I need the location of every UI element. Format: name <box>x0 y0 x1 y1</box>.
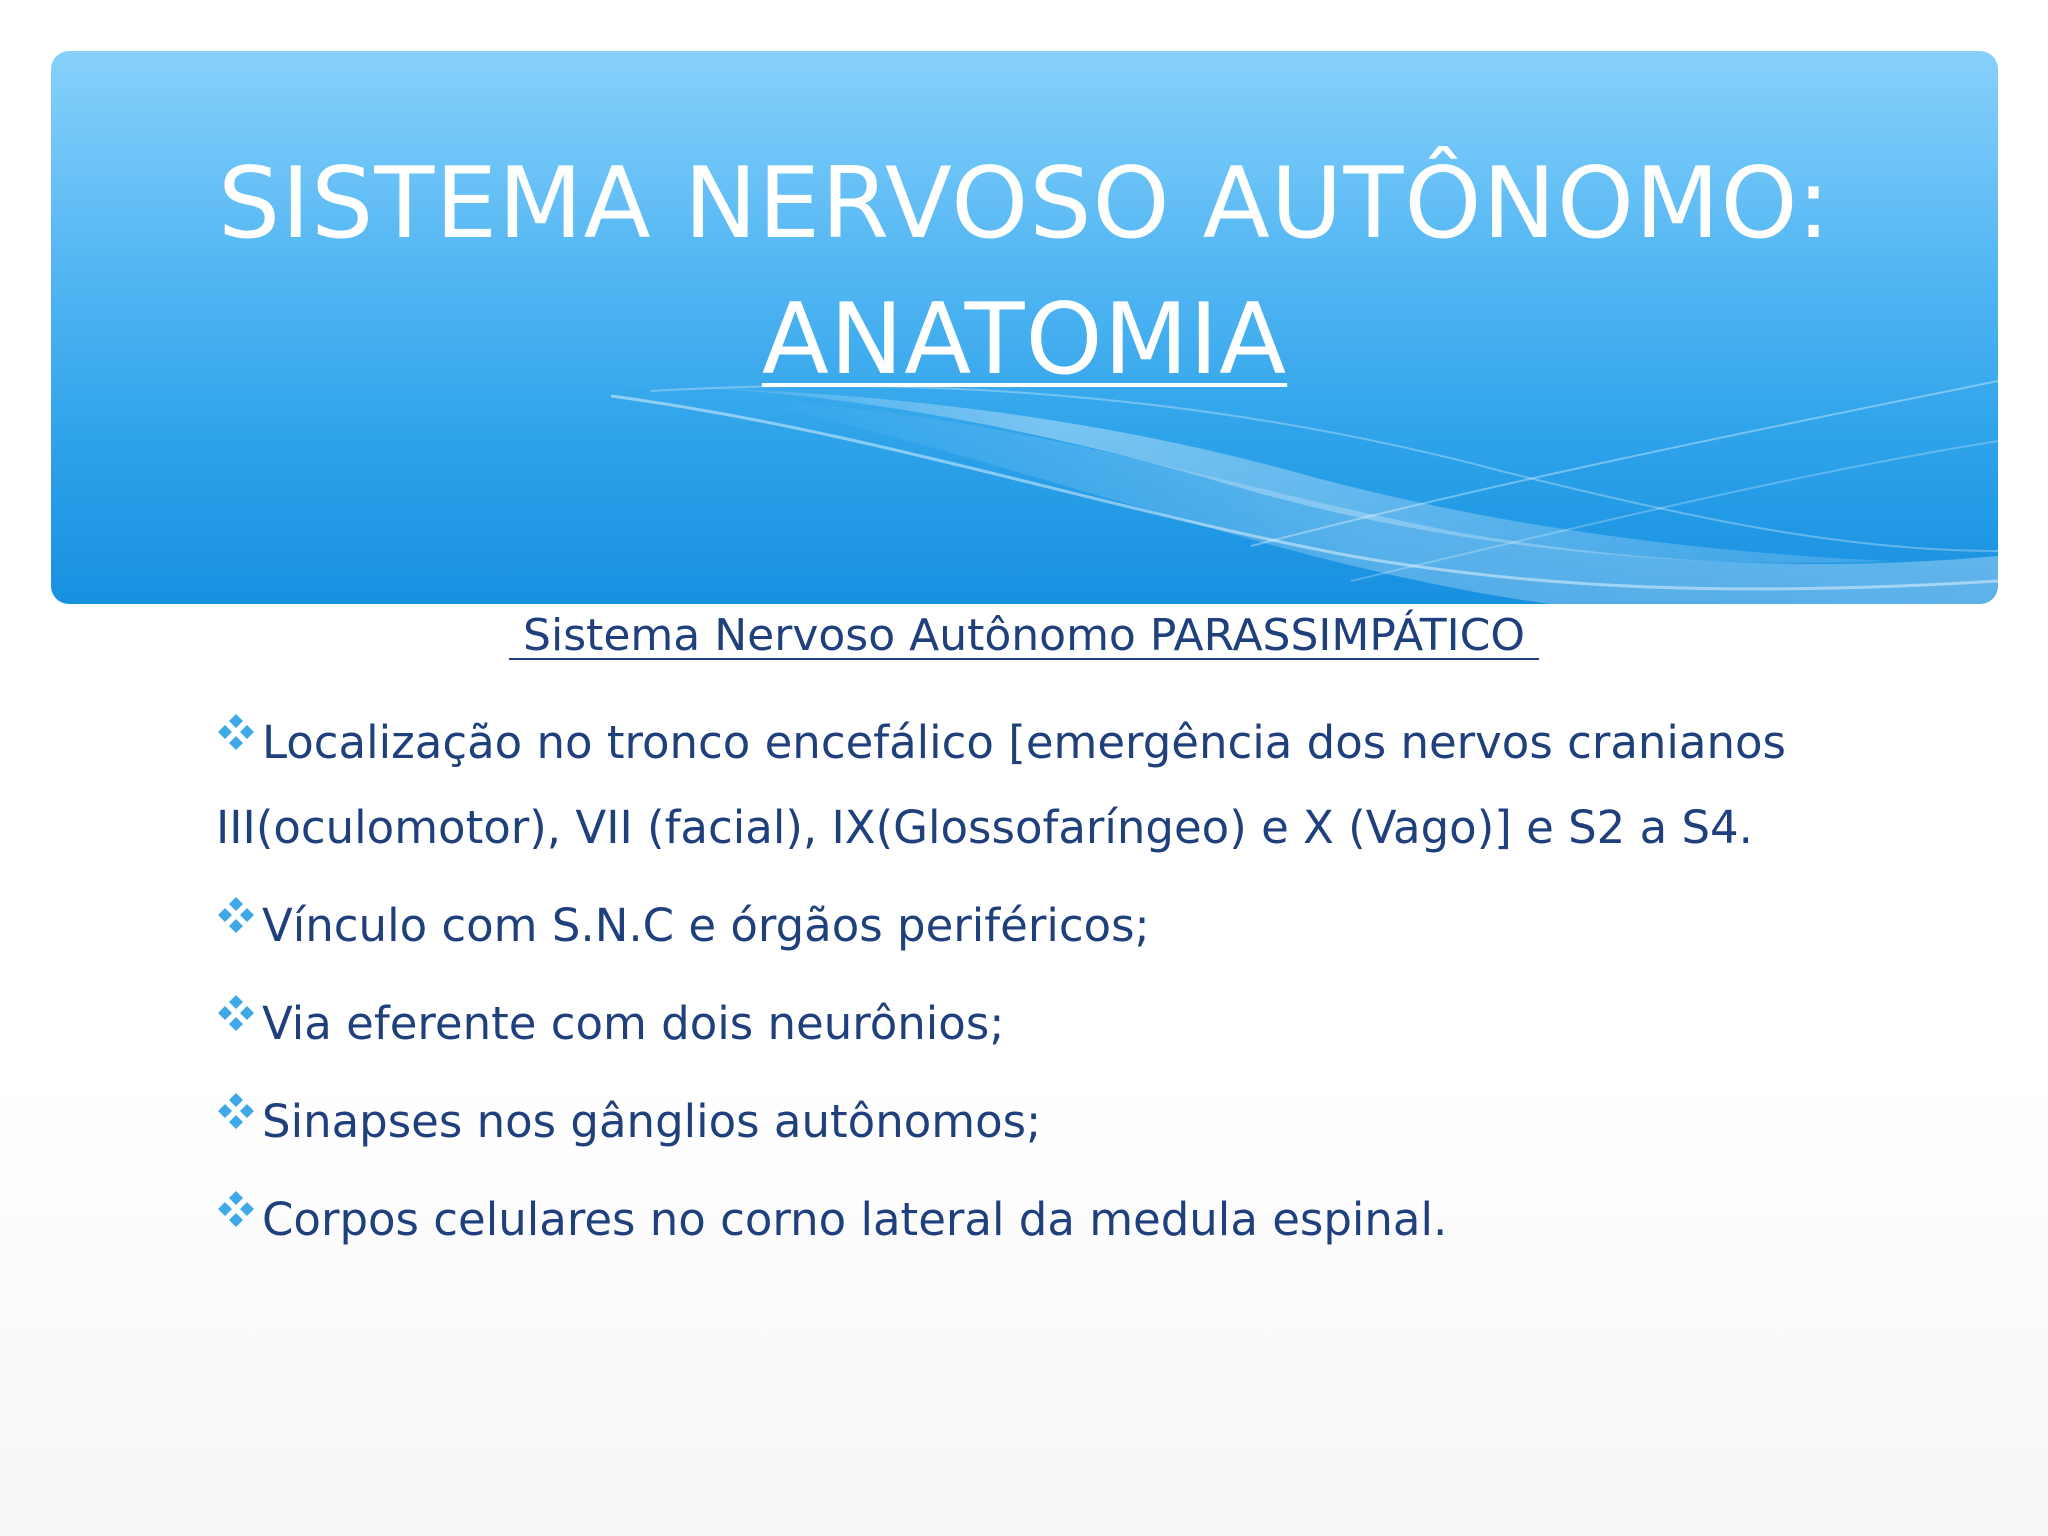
list-item <box>216 1177 1836 1262</box>
slide-title-line1: SISTEMA NERVOSO AUTÔNOMO: <box>218 147 1831 261</box>
slide-subtitle: Sistema Nervoso Autônomo PARASSIMPÁTICO <box>509 610 1539 661</box>
bullet-text: Via eferente com dois neurônios; <box>262 997 1005 1050</box>
diamond-bullet-icon <box>216 1189 256 1229</box>
bullet-text: Localização no tronco encefálico [emergência dos nervos cranianos III(oculomotor), VII (facial), IX(Glossofaríngeo) e X (Vago)] e S2 a S4. <box>216 716 1787 854</box>
bullet-text: Vínculo com S.N.C e órgãos periféricos; <box>262 899 1150 952</box>
list-item <box>216 1079 1836 1164</box>
diamond-bullet-icon <box>216 993 256 1033</box>
bullet-list <box>216 700 1836 1275</box>
diamond-bullet-icon <box>216 1091 256 1131</box>
list-item <box>216 883 1836 968</box>
list-item <box>216 700 1836 870</box>
slide-title <box>51 136 1998 408</box>
diamond-bullet-icon <box>216 712 256 752</box>
diamond-bullet-icon <box>216 895 256 935</box>
bullet-text: Corpos celulares no corno lateral da medula espinal. <box>262 1193 1448 1246</box>
title-banner <box>51 51 1998 604</box>
list-item <box>216 981 1836 1066</box>
slide-title-line2: ANATOMIA <box>761 283 1288 397</box>
bullet-text: Sinapses nos gânglios autônomos; <box>262 1095 1042 1148</box>
